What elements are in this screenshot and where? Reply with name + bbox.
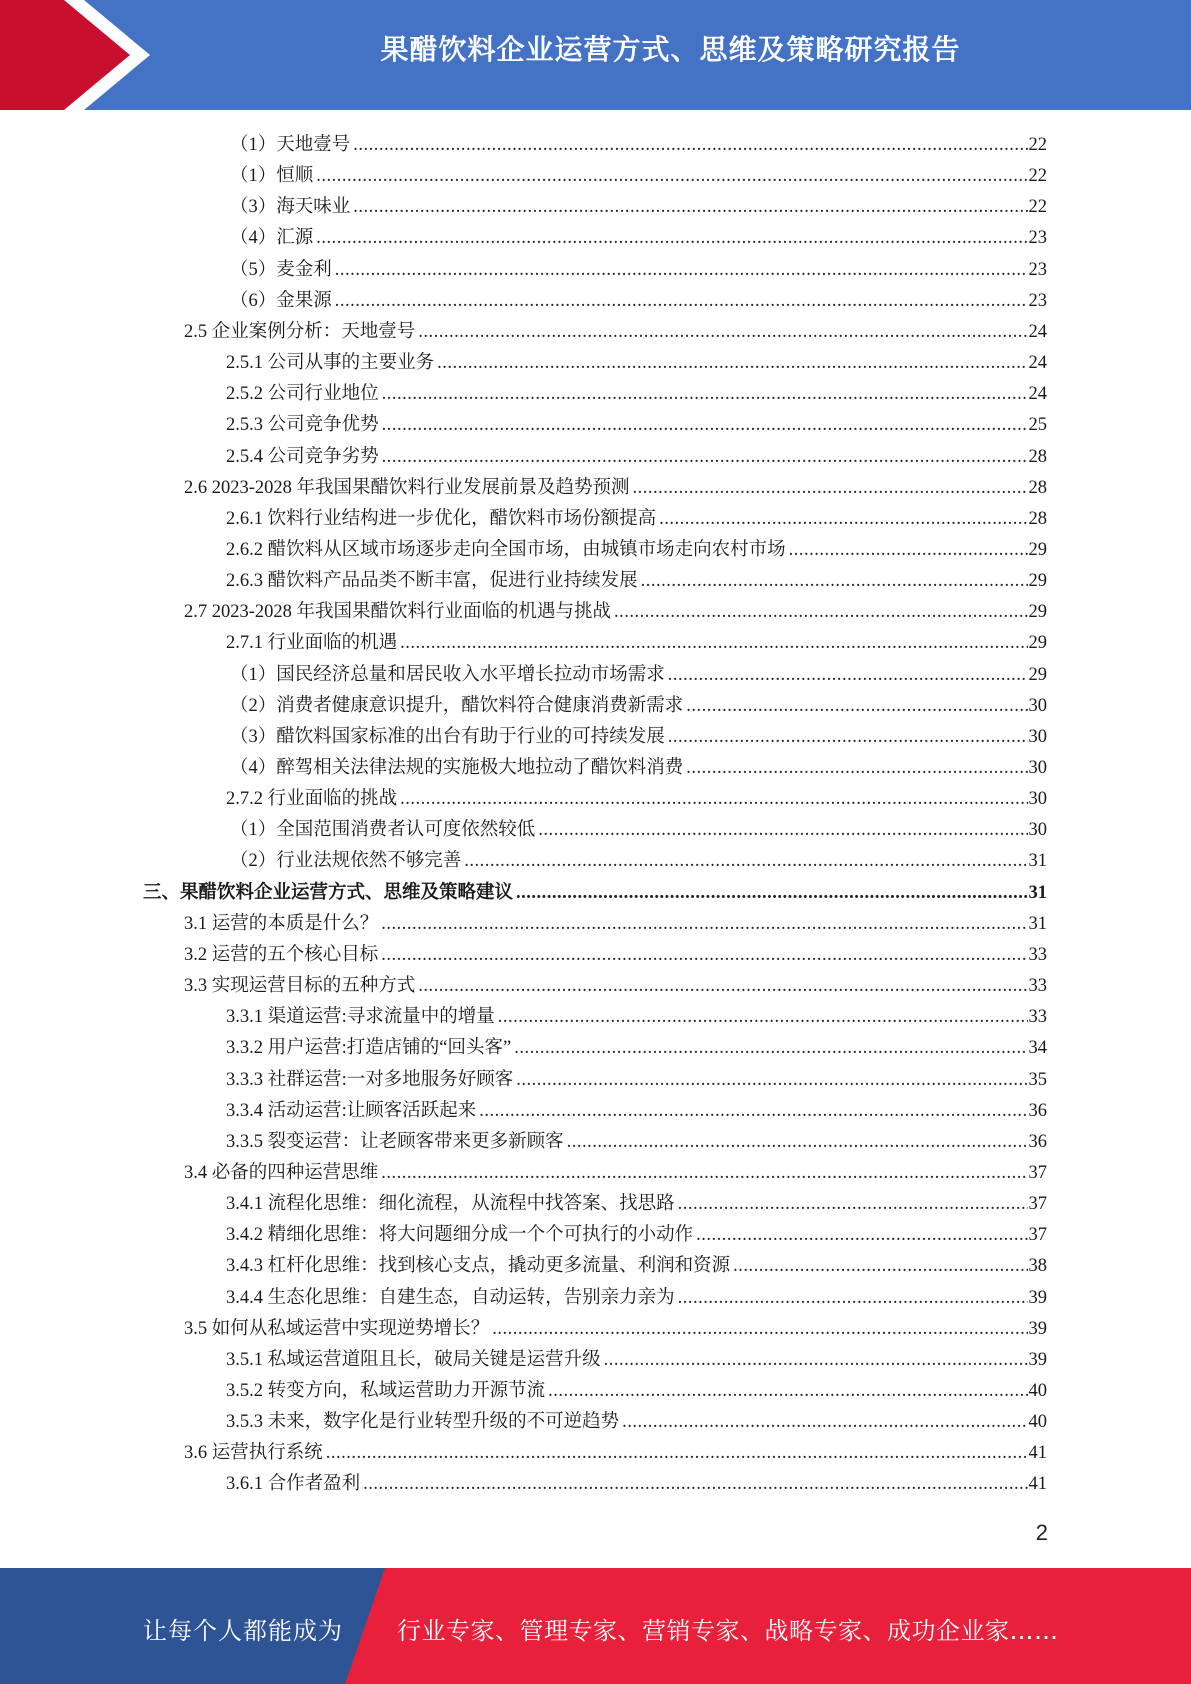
toc-entry-label: 2.6 2023-2028 年我国果醋饮料行业发展前景及趋势预测 xyxy=(184,477,630,498)
toc-entry[interactable] xyxy=(226,625,1047,656)
toc-entry-label: 3.5.3 未来，数字化是行业转型升级的不可逆趋势 xyxy=(226,1412,620,1433)
toc-entry[interactable] xyxy=(230,220,1047,251)
toc-entry-label: 2.7.1 行业面临的机遇 xyxy=(226,633,398,654)
toc-entry[interactable] xyxy=(230,127,1047,158)
toc-entry-page: 22 xyxy=(1028,166,1047,187)
toc-entry-page: 33 xyxy=(1028,976,1047,997)
toc-entry-page: 33 xyxy=(1028,1007,1047,1028)
toc-entry-label: 3.5 如何从私域运营中实现逆势增长？ xyxy=(184,1318,490,1339)
toc-entry-page: 29 xyxy=(1028,539,1047,560)
toc-dot-leader xyxy=(400,786,1027,812)
toc-entry-label: 3.4.4 生态化思维：自建生态，自动运转，告别亲力亲为 xyxy=(226,1287,675,1308)
report-title: 果醋饮料企业运营方式、思维及策略研究报告 xyxy=(380,33,961,66)
toc-entry-page: 30 xyxy=(1028,820,1047,841)
page-footer xyxy=(0,1568,1191,1684)
toc-dot-leader xyxy=(633,475,1028,501)
toc-entry[interactable] xyxy=(184,1155,1047,1186)
toc-entry-label: 3.3.5 裂变运营：让老顾客带来更多新顾客 xyxy=(226,1131,564,1152)
toc-entry-label: 2.5.4 公司竞争劣势 xyxy=(226,446,379,467)
toc-entry[interactable] xyxy=(230,843,1047,874)
toc-entry-page: 31 xyxy=(1028,851,1047,872)
toc-entry-label: 2.6.2 醋饮料从区域市场逐步走向全国市场，由城镇市场走向农村市场 xyxy=(226,539,786,560)
toc-entry-page: 22 xyxy=(1028,135,1047,155)
toc-entry[interactable] xyxy=(226,407,1047,438)
toc-dot-leader xyxy=(514,1035,1027,1061)
toc-entry-page: 28 xyxy=(1028,508,1047,529)
toc-entry-label: 3.3 实现运营目标的五种方式 xyxy=(184,976,416,997)
toc-entry[interactable] xyxy=(226,999,1047,1030)
toc-entry[interactable] xyxy=(226,1404,1047,1435)
toc-entry[interactable] xyxy=(226,781,1047,812)
toc-entry-page: 31 xyxy=(1028,882,1047,903)
toc-entry-page: 30 xyxy=(1028,695,1047,716)
toc-entry[interactable] xyxy=(230,252,1047,283)
toc-entry[interactable] xyxy=(184,314,1047,345)
footer-slogan-right: 行业专家、管理专家、营销专家、战略专家、成功企业家…… xyxy=(397,1617,1059,1645)
toc-entry-label: （1）天地壹号 xyxy=(230,135,351,155)
toc-entry-page: 39 xyxy=(1028,1349,1047,1370)
toc-entry-label: 3.3.1 渠道运营:寻求流量中的增量 xyxy=(226,1007,495,1028)
toc-dot-leader xyxy=(382,412,1028,438)
toc-entry[interactable] xyxy=(226,1248,1047,1279)
toc-entry-label: 3.3.4 活动运营:让顾客活跃起来 xyxy=(226,1100,477,1121)
toc-dot-leader xyxy=(659,506,1027,532)
toc-dot-leader xyxy=(668,724,1028,750)
toc-entry[interactable] xyxy=(230,812,1047,843)
toc-entry[interactable] xyxy=(143,875,1047,906)
toc-entry-page: 24 xyxy=(1028,353,1047,374)
toc-dot-leader xyxy=(316,163,1027,189)
toc-entry[interactable] xyxy=(226,1217,1047,1248)
toc-entry[interactable] xyxy=(226,1466,1047,1497)
toc-entry-page: 23 xyxy=(1028,228,1047,249)
toc-entry-label: 2.7 2023-2028 年我国果醋饮料行业面临的机遇与挑战 xyxy=(184,602,612,623)
toc-dot-leader xyxy=(538,817,1027,843)
toc-entry[interactable] xyxy=(226,501,1047,532)
toc-entry-page: 36 xyxy=(1028,1131,1047,1152)
toc-entry[interactable] xyxy=(226,376,1047,407)
toc-entry[interactable] xyxy=(226,1062,1047,1093)
toc-entry[interactable] xyxy=(226,532,1047,563)
toc-dot-leader xyxy=(316,225,1027,251)
toc-entry-label: 2.5.1 公司从事的主要业务 xyxy=(226,353,435,374)
toc-entry-page: 36 xyxy=(1028,1100,1047,1121)
toc-entry-page: 24 xyxy=(1028,384,1047,405)
toc-entry-label: 3.4 必备的四种运营思维 xyxy=(184,1162,379,1183)
toc-entry-page: 37 xyxy=(1028,1162,1047,1183)
toc-entry-page: 29 xyxy=(1028,602,1047,623)
toc-entry-label: 2.7.2 行业面临的挑战 xyxy=(226,789,398,810)
toc-entry[interactable] xyxy=(226,1030,1047,1061)
toc-entry-page: 31 xyxy=(1028,913,1047,934)
toc-entry-label: （3）海天味业 xyxy=(230,197,351,218)
toc-entry-page: 29 xyxy=(1028,633,1047,654)
toc-dot-leader xyxy=(326,1440,1028,1466)
toc-dot-leader xyxy=(492,1316,1027,1342)
toc-entry-page: 28 xyxy=(1028,446,1047,467)
footer-slogan-left: 让每个人都能成为 xyxy=(143,1617,343,1645)
toc-entry-page: 38 xyxy=(1028,1256,1047,1277)
toc-dot-leader xyxy=(437,350,1027,376)
toc-entry-page: 29 xyxy=(1028,664,1047,685)
toc-dot-leader xyxy=(548,1378,1027,1404)
toc-entry-label: 2.5.3 公司竞争优势 xyxy=(226,415,379,436)
toc-entry-page: 29 xyxy=(1028,571,1047,592)
toc-entry[interactable] xyxy=(184,906,1047,937)
toc-entry-label: 3.5.2 转变方向，私域运营助力开源节流 xyxy=(226,1381,546,1401)
toc-entry-label: （3）醋饮料国家标准的出台有助于行业的可持续发展 xyxy=(230,726,665,747)
toc-entry-label: 3.5.1 私域运营道阻且长，破局关键是运营升级 xyxy=(226,1349,601,1370)
toc-entry-label: 3.6 运营执行系统 xyxy=(184,1443,323,1464)
toc-dot-leader xyxy=(418,319,1027,345)
toc-entry-page: 25 xyxy=(1028,415,1047,436)
toc-dot-leader xyxy=(498,1004,1028,1030)
toc-entry-page: 40 xyxy=(1028,1381,1047,1401)
toc-entry-page: 37 xyxy=(1028,1225,1047,1246)
toc-entry-page: 41 xyxy=(1028,1474,1047,1495)
toc-dot-leader xyxy=(696,1222,1027,1248)
toc-entry-label: （2）消费者健康意识提升，醋饮料符合健康消费新需求 xyxy=(230,695,684,716)
toc-entry[interactable] xyxy=(226,1093,1047,1124)
toc-dot-leader xyxy=(516,1067,1027,1093)
toc-entry-page: 24 xyxy=(1028,321,1047,342)
toc-entry-label: 3.1 运营的本质是什么？ xyxy=(184,913,379,934)
toc-entry-page: 28 xyxy=(1028,477,1047,498)
toc-entry-label: （5）麦金利 xyxy=(230,259,332,280)
toc-entry-label: 2.5 企业案例分析：天地壹号 xyxy=(184,321,416,342)
toc-entry-page: 35 xyxy=(1028,1069,1047,1090)
toc-entry-label: 3.4.3 杠杆化思维：找到核心支点，撬动更多流量、利润和资源 xyxy=(226,1256,731,1277)
toc-dot-leader xyxy=(686,755,1027,781)
page-number: 2 xyxy=(1035,1520,1048,1545)
toc-entry-label: 3.6.1 合作者盈利 xyxy=(226,1474,361,1495)
toc-entry-label: 2.5.2 公司行业地位 xyxy=(226,384,379,405)
toc-entry-label: 2.6.3 醋饮料产品品类不断丰富，促进行业持续发展 xyxy=(226,571,638,592)
toc-dot-leader xyxy=(335,288,1028,314)
toc-entry-label: 3.3.2 用户运营:打造店铺的“回头客” xyxy=(226,1038,512,1059)
toc-entry-label: 3.2 运营的五个核心目标 xyxy=(184,944,379,965)
toc-entry[interactable] xyxy=(230,158,1047,189)
toc-entry[interactable] xyxy=(226,1124,1047,1155)
toc-dot-leader xyxy=(381,942,1027,968)
toc-dot-leader xyxy=(400,630,1027,656)
toc-entry-page: 39 xyxy=(1028,1318,1047,1339)
toc-dot-leader xyxy=(353,132,1027,158)
toc-entry-page: 34 xyxy=(1028,1038,1047,1059)
toc-dot-leader xyxy=(789,537,1028,563)
toc-entry[interactable] xyxy=(184,937,1047,968)
toc-entry[interactable] xyxy=(184,1435,1047,1466)
toc-entry[interactable] xyxy=(184,594,1047,625)
toc-entry[interactable] xyxy=(230,189,1047,220)
toc-entry[interactable] xyxy=(226,1280,1047,1311)
toc-entry[interactable] xyxy=(184,968,1047,999)
toc-dot-leader xyxy=(479,1098,1027,1124)
toc-entry-label: （4）醉驾相关法律法规的实施极大地拉动了醋饮料消费 xyxy=(230,758,684,778)
toc-entry-label: （1）国民经济总量和居民收入水平增长拉动市场需求 xyxy=(230,664,665,685)
toc-dot-leader xyxy=(382,381,1028,407)
toc-entry[interactable] xyxy=(230,657,1047,688)
toc-dot-leader xyxy=(363,1471,1027,1497)
toc-entry-label: 3.3.3 社群运营:一对多地服务好顾客 xyxy=(226,1069,514,1090)
toc-dot-leader xyxy=(733,1253,1027,1279)
toc-dot-leader xyxy=(622,1409,1027,1435)
toc-entry-label: 3.4.1 流程化思维：细化流程，从流程中找答案、找思路 xyxy=(226,1194,675,1215)
toc-entry-page: 30 xyxy=(1028,726,1047,747)
toc-dot-leader xyxy=(464,848,1027,874)
toc-entry-page: 39 xyxy=(1028,1287,1047,1308)
toc-entry-label: 2.6.1 饮料行业结构进一步优化，醋饮料市场份额提高 xyxy=(226,508,657,529)
toc-entry-page: 41 xyxy=(1028,1443,1047,1464)
toc-entry-label: （1）恒顺 xyxy=(230,166,314,187)
toc-entry-label: （6）金果源 xyxy=(230,290,332,311)
toc-dot-leader xyxy=(353,194,1027,220)
toc-entry[interactable] xyxy=(226,1373,1047,1404)
toc-dot-leader xyxy=(335,257,1028,283)
toc-entry[interactable] xyxy=(230,688,1047,719)
toc-entry-page: 37 xyxy=(1028,1194,1047,1215)
toc-dot-leader xyxy=(614,599,1027,625)
toc-entry-page: 40 xyxy=(1028,1412,1047,1433)
toc-entry-page: 30 xyxy=(1028,758,1047,778)
toc-dot-leader xyxy=(516,880,1027,906)
toc-entry-label: 三、果醋饮料企业运营方式、思维及策略建议 xyxy=(143,882,514,903)
toc-dot-leader xyxy=(678,1191,1028,1217)
toc-entry[interactable] xyxy=(226,439,1047,470)
toc-dot-leader xyxy=(418,973,1027,999)
toc-dot-leader xyxy=(641,568,1028,594)
toc-entry[interactable] xyxy=(230,750,1047,781)
toc-entry[interactable] xyxy=(230,283,1047,314)
toc-entry-page: 30 xyxy=(1028,789,1047,810)
toc-dot-leader xyxy=(381,1160,1027,1186)
toc-entry-page: 22 xyxy=(1028,197,1047,218)
toc-entry-page: 23 xyxy=(1028,290,1047,311)
toc-entry[interactable] xyxy=(226,563,1047,594)
toc-entry[interactable] xyxy=(226,1342,1047,1373)
toc-entry[interactable] xyxy=(226,345,1047,376)
toc-entry-label: （4）汇源 xyxy=(230,228,314,249)
toc-dot-leader xyxy=(686,693,1027,719)
toc-dot-leader xyxy=(604,1347,1028,1373)
page-header xyxy=(0,0,1191,110)
toc-entry-label: 3.4.2 精细化思维：将大问题细分成一个个可执行的小动作 xyxy=(226,1225,694,1246)
toc-dot-leader xyxy=(567,1129,1028,1155)
toc-entry[interactable] xyxy=(230,719,1047,750)
toc-entry[interactable] xyxy=(184,1311,1047,1342)
toc-dot-leader xyxy=(381,911,1027,937)
toc-entry[interactable] xyxy=(226,1186,1047,1217)
toc-dot-leader xyxy=(382,444,1028,470)
toc-entry-page: 23 xyxy=(1028,259,1047,280)
toc-entry-label: （2）行业法规依然不够完善 xyxy=(230,851,462,872)
toc-entry[interactable] xyxy=(184,470,1047,501)
toc-entry-page: 33 xyxy=(1028,944,1047,965)
toc-dot-leader xyxy=(678,1285,1028,1311)
toc-dot-leader xyxy=(668,662,1028,688)
toc-entry-label: （1）全国范围消费者认可度依然较低 xyxy=(230,820,536,841)
